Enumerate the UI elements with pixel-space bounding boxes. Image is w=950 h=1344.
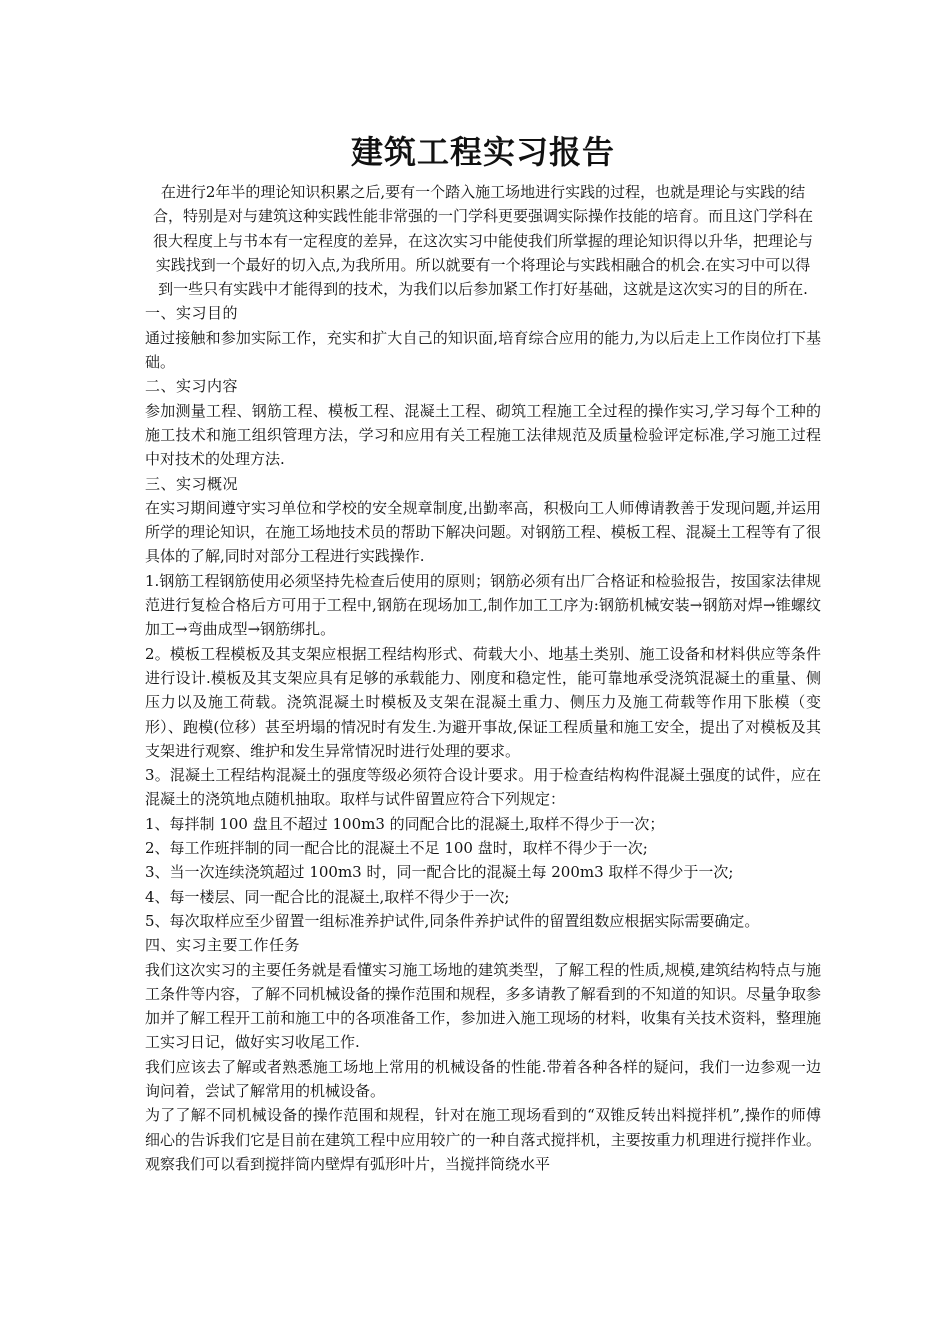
intro-paragraph: 在进行2年半的理论知识积累之后,要有一个踏入施工场地进行实践的过程，也就是理论与实践的结合，特别是对与建筑这种实践性能非常强的一门学科更要强调实际操作技能的培育。而且这门学科在很大程度上与书本有一定程度的差异，在这次实习中能使我们所掌握的理论知识得以升华，把理论与实践找到一个最好的切入点,为我所用。所以就要有一个将理论与实践相融合的机会.在实习中可以得到一些只有实践中才能得到的技术，为我们以后参加紧工作打好基础，这就是这次实习的目的所在. [152, 183, 813, 299]
body-paragraph: 3、当一次连续浇筑超过 100m3 时，同一配合比的混凝土每 200m3 取样不得少于一次; [145, 863, 734, 882]
body-paragraph: 参加测量工程、钢筋工程、模板工程、混凝土工程、砌筑工程施工全过程的操作实习,学习每个工种的施工技术和施工组织管理方法，学习和应用有关工程施工法律规范及质量检验评定标准,学习施工过程中对技术的处理方法. [145, 401, 821, 469]
section-heading: 三、实习概况 [145, 474, 239, 493]
body-paragraph: 2。模板工程模板及其支架应根据工程结构形式、荷载大小、地基土类别、施工设备和材料供应等条件进行设计.模板及其支架应具有足够的承载能力、刚度和稳定性，能可靠地承受浇筑混凝土的重量、侧压力以及施工荷载。浇筑混凝土时模板及支架在混凝土重力、侧压力及施工荷载等作用下胀模（变形）、跑模(位移）甚至坍塌的情况时有发生.为避开事故,保证工程质量和施工安全，提出了对模板及其支架进行观察、维护和发生异常情况时进行处理的要求。 [145, 644, 821, 760]
document-page [145, 120, 821, 1176]
body-paragraph: 1、每拌制 100 盘且不超过 100m3 的同配合比的混凝土,取样不得少于一次； [145, 814, 665, 833]
body-paragraph: 通过接触和参加实际工作，充实和扩大自己的知识面,培育综合应用的能力,为以后走上工作岗位打下基础。 [145, 328, 821, 372]
body-paragraph: 5、每次取样应至少留置一组标准养护试件,同条件养护试件的留置组数应根据实际需要确定。 [145, 911, 760, 930]
body-paragraph: 1.钢筋工程钢筋使用必须坚持先检查后使用的原则；钢筋必须有出厂合格证和检验报告，按国家法律规范进行复检合格后方可用于工程中,钢筋在现场加工,制作加工工序为:钢筋机械安装→钢筋对焊→锥螺纹加工→弯曲成型→钢筋绑扎。 [145, 571, 821, 639]
body-paragraph: 为了了解不同机械设备的操作范围和规程，针对在施工现场看到的“双锥反转出料搅拌机”,操作的师傅细心的告诉我们它是目前在建筑工程中应用较广的一种自落式搅拌机，主要按重力机理进行搅拌作业。观察我们可以看到搅拌筒内壁焊有弧形叶片，当搅拌筒绕水平 [145, 1106, 821, 1173]
body-paragraph: 3。混凝土工程结构混凝土的强度等级必须符合设计要求。用于检查结构构件混凝土强度的试件，应在混凝土的浇筑地点随机抽取。取样与试件留置应符合下列规定： [145, 766, 821, 809]
document-title: 建筑工程实习报告 [350, 133, 615, 171]
body-paragraph: 我们应该去了解或者熟悉施工场地上常用的机械设备的性能.带着各种各样的疑问，我们一边参观一边询问着，尝试了解常用的机械设备。 [145, 1057, 821, 1100]
document-body [145, 301, 821, 1176]
section-heading: 一、实习目的 [145, 304, 239, 323]
section-heading: 四、实习主要工作任务 [145, 936, 301, 955]
body-paragraph: 在实习期间遵守实习单位和学校的安全规章制度,出勤率高，积极向工人师傅请教善于发现问题,并运用所学的理论知识，在施工场地技术员的帮助下解决问题。对钢筋工程、模板工程、混凝土工程等有了很具体的了解,同时对部分工程进行实践操作. [145, 498, 821, 566]
body-paragraph: 2、每工作班拌制的同一配合比的混凝土不足 100 盘时，取样不得少于一次; [145, 839, 648, 858]
body-paragraph: 4、每一楼层、同一配合比的混凝土,取样不得少于一次; [145, 887, 510, 906]
body-paragraph: 我们这次实习的主要任务就是看懂实习施工场地的建筑类型，了解工程的性质,规模,建筑结构特点与施工条件等内容，了解不同机械设备的操作范围和规程，多多请教了解看到的不知道的知识。尽量争取参加并了解工程开工前和施工中的各项准备工作，参加进入施工现场的材料，收集有关技术资料，整理施工实习日记，做好实习收尾工作. [145, 960, 821, 1052]
section-heading: 二、实习内容 [145, 377, 239, 396]
